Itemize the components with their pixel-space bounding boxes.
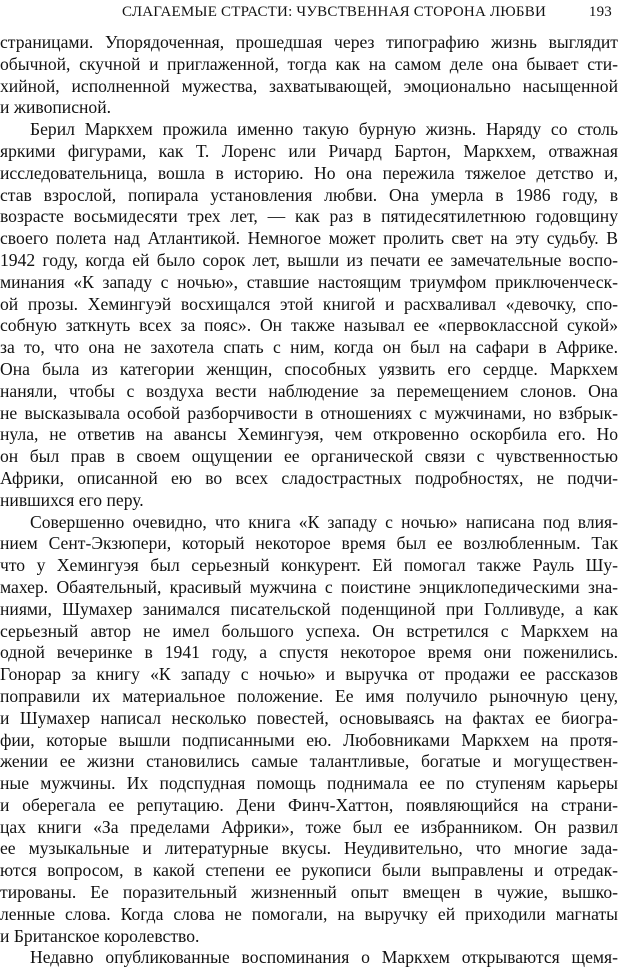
text-line: исследовательница, вошла в историю. Но она пережила тяжелое детство и, [0, 162, 618, 183]
text-line: и Британское королевство. [0, 925, 200, 946]
text-line: жении ее жизни становились самые талантливые, богатые и могуществен- [0, 751, 618, 772]
text-line: возрасте восьмидесяти трех лет, — как раз в пятидесятилетнюю годовщину [0, 206, 618, 227]
text-line: серьезный автор не имел большого успеха. Он встретился с Маркхем на [0, 620, 618, 641]
text-line: что у Хемингуэя был серьезный конкурент. Ей помогал также Рауль Шу- [0, 555, 618, 576]
text-line: нула, не ответив на авансы Хемингуэя, чем откровенно оскорбила его. Но [0, 424, 618, 445]
text-line: своего полета над Атлантикой. Немногое может пролить свет на эту судьбу. В [0, 228, 618, 249]
text-line: обычной, скучной и приглаженной, тогда как на самом деле она бывает сти- [0, 53, 618, 74]
text-line: ой прозы. Хемингуэй восхищался этой книгой и расхваливал «девочку, спо- [0, 293, 618, 314]
text-line: нием Сент-Экзюпери, который некоторое время был ее возлюбленным. Так [0, 533, 618, 554]
text-line: минания «К западу с ночью», ставшие настоящим триумфом приключенческ- [0, 271, 618, 292]
text-line: и живописной. [0, 97, 112, 118]
text-line: и Шумахер написал несколько повестей, основываясь на фактах ее биогра- [0, 707, 618, 728]
text-line: тированы. Ее поразительный жизненный опыт вмещен в чужие, вышко- [0, 882, 618, 903]
text-line: нившихся его перу. [0, 489, 144, 510]
text-line: фии, которые вышли подписанными ею. Любовниками Маркхем на протя- [0, 729, 618, 750]
text-line: Недавно опубликованные воспоминания о Маркхем открываются щемя- [30, 947, 618, 968]
text-line: Совершенно очевидно, что книга «К западу с ночью» написана под влия- [30, 511, 618, 532]
text-line: не высказывала особой разборчивости в отношениях с мужчинами, но взбрык- [0, 402, 618, 423]
text-line: за то, что она не захотела спать с ним, когда он был на сафари в Африке. [0, 337, 618, 358]
text-line: Гонорар за книгу «К западу с ночью» и выручка от продажи ее рассказов [0, 664, 618, 685]
running-header [0, 4, 620, 30]
text-line: ниями, Шумахер занимался писательской поденщиной при Голливуде, а как [0, 598, 618, 619]
text-line: яркими фигурами, как Т. Лоренс или Ричард Бартон, Маркхем, отважная [0, 140, 618, 161]
text-line: ее музыкальные и литературные вкусы. Неудивительно, что многие зада- [0, 838, 618, 859]
text-line: поправили их материальное положение. Ее имя получило рыночную цену, [0, 685, 618, 706]
page-number: 193 [588, 4, 612, 20]
text-line: ные мужчины. Их подспудная помощь поднимала ее по ступеням карьеры [0, 773, 618, 794]
text-line: собную заткнуть всех за пояс». Он также называл ее «первоклассной сукой» [0, 315, 618, 336]
text-line: 1942 году, когда ей было сорок лет, вышли из печати ее замечательные воспо- [0, 249, 618, 270]
text-line: Берил Маркхем прожила именно такую бурную жизнь. Наряду со столь [30, 119, 618, 140]
body-text [0, 32, 620, 969]
text-line: Она была из категории женщин, способных уязвить его сердце. Маркхем [0, 358, 618, 379]
text-line: страницами. Упорядоченная, прошедшая через типографию жизнь выглядит [0, 32, 618, 52]
text-line: и оберегала ее репутацию. Дени Финч-Хаттон, появляющийся на страни- [0, 794, 618, 815]
text-line: махер. Обаятельный, красивый мужчина с поистине энциклопедическими зна- [0, 576, 618, 597]
chapter-title: СЛАГАЕМЫЕ СТРАСТИ: ЧУВСТВЕННАЯ СТОРОНА ЛЮБВИ [122, 4, 546, 20]
text-line: Африки, описанной ею во всех сладострастных подробностях, не подчи- [0, 467, 618, 488]
text-line: одной вечеринке в 1941 году, а спустя некоторое время они поженились. [0, 642, 618, 663]
text-line: наняли, чтобы с воздуха вести наблюдение за перемещением слонов. Она [0, 380, 618, 401]
text-line: цах книги «За пределами Африки», тоже был ее избранником. Он развил [0, 816, 618, 837]
text-line: он был прав в своем ощущении ее органической связи с чувственностью [0, 446, 618, 467]
text-line: ленные слова. Когда слова не помогали, на выручку ей приходили магнаты [0, 903, 618, 924]
text-line: хийной, исполненной мужества, захватывающей, эмоционально насыщенной [0, 75, 618, 96]
text-line: ются вопросом, в какой степени ее рукописи были выправлены и отредак- [0, 860, 618, 881]
text-line: став взрослой, попирала установления любви. Она умерла в 1986 году, в [0, 184, 618, 205]
